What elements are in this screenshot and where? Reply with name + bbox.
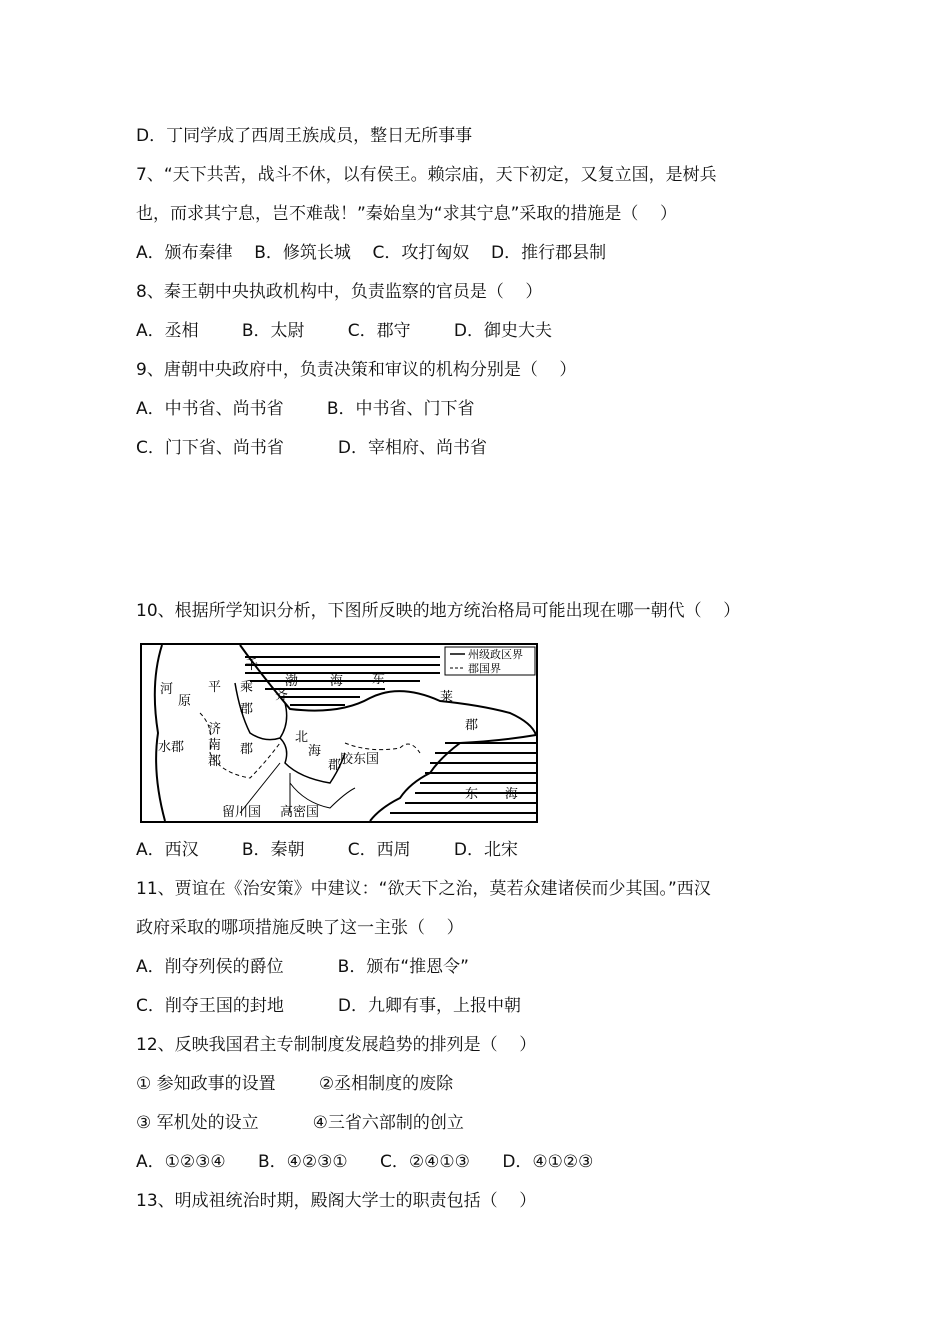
question-12: 12、反映我国君主专制制度发展趋势的排列是（ ） bbox=[136, 1035, 537, 1055]
question-7-line-1: 7、“天下共苦，战斗不休，以有侯王。赖宗庙，天下初定，又复立国，是树兵 bbox=[136, 165, 717, 185]
map-label: 东 bbox=[465, 787, 479, 802]
question-9-options-ab: A．中书省、尚书省 B．中书省、门下省 bbox=[136, 399, 475, 419]
map-label: 南 bbox=[208, 738, 222, 753]
map-label: 海 bbox=[505, 787, 519, 802]
legend-province: 州级政区界 bbox=[468, 648, 523, 661]
question-11-line-2: 政府采取的哪项措施反映了这一主张（ ） bbox=[136, 918, 464, 938]
map-label: 莱 bbox=[440, 690, 454, 705]
map-label: 海 bbox=[308, 744, 322, 759]
map-label: 平 bbox=[208, 680, 222, 695]
map-label: 郡 bbox=[240, 702, 254, 717]
question-11-options-ab: A．削夺列侯的爵位 B．颁布“推恩令” bbox=[136, 957, 469, 977]
question-11-options-cd: C．削夺王国的封地 D．九卿有事，上报中朝 bbox=[136, 996, 521, 1016]
map-figure bbox=[140, 643, 538, 823]
map-label: 原 bbox=[178, 694, 192, 709]
map-label: 高密国 bbox=[280, 805, 320, 820]
legend-commandery: 郡国界 bbox=[468, 662, 501, 675]
map-label: 乘 bbox=[240, 680, 254, 695]
map-label: 济 bbox=[208, 722, 222, 737]
map-label: 郡 bbox=[465, 718, 479, 733]
map-label: 河 bbox=[160, 682, 174, 697]
question-11-line-1: 11、贾谊在《治安策》中建议：“欲天下之治，莫若众建诸侯而少其国。”西汉 bbox=[136, 879, 711, 899]
map-label: 郡 bbox=[240, 742, 254, 757]
map-label: 海 bbox=[330, 674, 344, 689]
text-line: D．丁同学成了西周王族成员，整日无所事事 bbox=[136, 126, 473, 146]
question-9-options-cd: C．门下省、尚书省 D．宰相府、尚书省 bbox=[136, 438, 487, 458]
map-label: 北 bbox=[295, 730, 309, 745]
map-label: 千 bbox=[245, 658, 259, 673]
question-10: 10、根据所学知识分析，下图所反映的地方统治格局可能出现在哪一朝代（ ） bbox=[136, 601, 741, 621]
question-8: 8、秦王朝中央执政机构中，负责监察的官员是（ ） bbox=[136, 282, 543, 302]
map-label: 留川国 bbox=[222, 805, 262, 820]
question-13: 13、明成祖统治时期，殿阁大学士的职责包括（ ） bbox=[136, 1191, 537, 1211]
map-label: 渤 bbox=[285, 674, 299, 689]
question-12-items-1: ① 参知政事的设置 ②丞相制度的废除 bbox=[136, 1074, 454, 1094]
question-8-options: A．丞相 B．太尉 C．郡守 D．御史大夫 bbox=[136, 321, 552, 341]
question-10-options: A．西汉 B．秦朝 C．西周 D．北宋 bbox=[136, 840, 518, 860]
question-12-options: A．①②③④ B．④②③① C．②④①③ D．④①②③ bbox=[136, 1152, 594, 1172]
map-label: 东 bbox=[372, 672, 386, 687]
map-label: 郡 bbox=[328, 758, 342, 773]
question-9: 9、唐朝中央政府中，负责决策和审议的机构分别是（ ） bbox=[136, 360, 577, 380]
question-7-line-2: 也，而求其宁息，岂不难哉！”秦始皇为“求其宁息”采取的措施是（ ） bbox=[136, 204, 678, 224]
map-label: 水郡 bbox=[158, 740, 185, 755]
map-label: 郡 bbox=[208, 754, 222, 769]
question-7-options: A．颁布秦律 B．修筑长城 C．攻打匈奴 D．推行郡县制 bbox=[136, 243, 607, 263]
map-label: 齐 bbox=[275, 688, 289, 703]
question-12-items-2: ③ 军机处的设立 ④三省六部制的创立 bbox=[136, 1113, 464, 1133]
map-svg bbox=[140, 643, 538, 823]
map-label: 胶东国 bbox=[340, 752, 380, 767]
